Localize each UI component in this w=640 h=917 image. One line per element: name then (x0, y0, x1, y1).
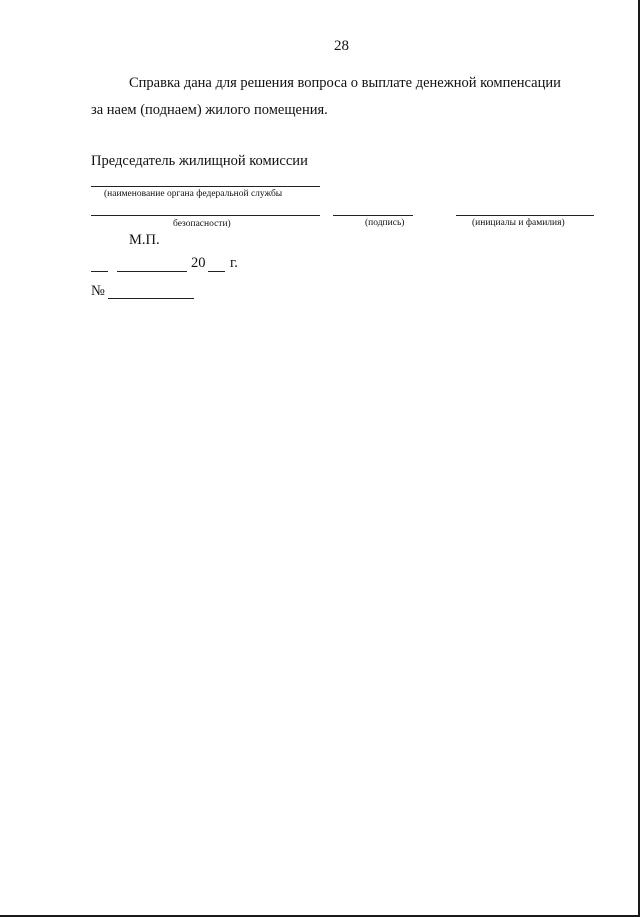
paragraph-line-1: Справка дана для решения вопроса о выплате денежной компенсации (129, 75, 561, 91)
signature-line (333, 215, 413, 216)
org-name-line-1 (91, 186, 320, 187)
name-line (456, 215, 594, 216)
org-name-line-2 (91, 215, 320, 216)
year-suffix: г. (230, 255, 238, 271)
commission-chair-title: Председатель жилищной комиссии (91, 153, 308, 169)
name-caption: (инициалы и фамилия) (472, 218, 565, 228)
paragraph-line-2: за наем (поднаем) жилого помещения. (91, 102, 328, 118)
signature-caption: (подпись) (365, 218, 405, 228)
day-blank (91, 271, 108, 272)
number-blank (108, 298, 194, 299)
org-caption-line-2: безопасности) (173, 219, 231, 229)
month-blank (117, 271, 187, 272)
stamp-mark: М.П. (129, 232, 160, 248)
org-caption-line-1: (наименование органа федеральной службы (104, 189, 283, 199)
year-prefix: 20 (191, 255, 206, 271)
number-label: № (91, 283, 105, 299)
page-number: 28 (334, 38, 349, 54)
year-blank (208, 271, 225, 272)
